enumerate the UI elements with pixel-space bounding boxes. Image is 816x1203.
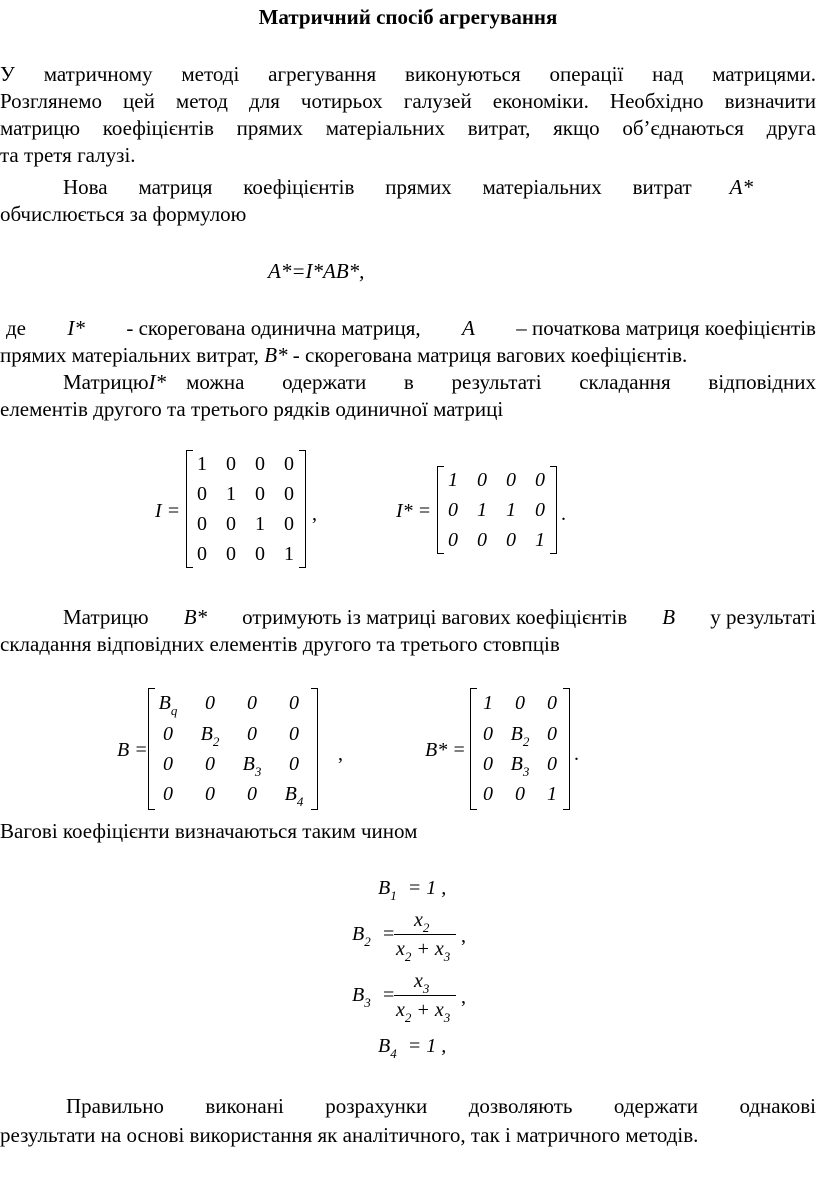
matrix-i-comma: ,	[312, 503, 317, 525]
intro-line-4: та третя галузі.	[0, 143, 136, 167]
i-star-symbol: I*	[148, 370, 167, 394]
matrix-i-star-period: .	[561, 503, 566, 525]
weight-b2-numerator: $x_2$	[414, 909, 430, 935]
weight-b3-comma: ,	[461, 986, 466, 1008]
intro-line-2: Розглянемо цей метод для чотирьох галузей економіки. Необхідно визначити	[0, 89, 816, 113]
i-star-line-1	[63, 369, 816, 396]
matrix-b-label: B =	[117, 739, 148, 761]
new-matrix-line-2: обчислюється за формулою	[0, 202, 247, 226]
matrix-b-comma: ,	[338, 743, 343, 765]
matrix-i-star-label: I* =	[396, 500, 432, 522]
b-star-end: у результаті	[710, 605, 816, 629]
weight-b2-denominator: $x_2 + x_3$	[396, 938, 451, 964]
matrix-b-star-label: B* =	[425, 739, 466, 761]
where-sym-i-star: I*	[67, 316, 85, 340]
conclusion-line-1: Правильно виконані розрахунки дозволяють одержати однакові	[66, 1094, 816, 1118]
where-line-1	[6, 315, 816, 342]
b-star-word: Матрицю	[63, 605, 149, 629]
b-star-middle: отримують із матриці вагових коефіцієнтів	[242, 605, 628, 629]
weight-b3-numerator: $x_3$	[414, 970, 430, 996]
b-star-line-2: складання відповідних елементів другого та третього стовпців	[0, 632, 560, 656]
new-matrix-line-1	[63, 174, 753, 201]
matrix-i-star: 1 0 0 0 0 1 1 0 0 0 0 1	[437, 466, 557, 554]
matrix-b: $B_q$ 0 0 0 0 $B_2$ 0 0 0 0 $B_3$ 0 0 0 0 $B_4$	[148, 688, 318, 810]
weights-intro: Вагові коефіцієнти визначаються таким чином	[0, 819, 418, 843]
where-line-2	[0, 342, 816, 369]
matrix-i: 1 0 0 0 0 1 0 0 0 0 1 0 0 0 0 1	[186, 450, 306, 568]
b-symbol: B	[662, 605, 676, 629]
new-matrix-text: Нова матриця коефіцієнтів прямих матеріальних витрат	[63, 175, 692, 199]
conclusion-line-2: результати на основі використання як аналітичного, так і матричного методів.	[0, 1123, 699, 1147]
weight-b2-comma: ,	[461, 925, 466, 947]
matrix-b-star-period: .	[574, 743, 579, 765]
where-sym-b-star: B*	[264, 343, 288, 367]
page-title: Матричний спосіб агрегування	[258, 5, 558, 29]
weight-b3-lhs: $B_3$ =	[352, 984, 396, 1010]
matrix-b-star: 1 0 0 0 $B_2$ 0 0 $B_3$ 0 0 0 1	[470, 688, 570, 810]
weight-b2-fraction-bar	[394, 934, 456, 935]
intro-line-1: У матричному методі агрегування виконуються операції над матрицями.	[0, 62, 816, 86]
main-formula	[268, 258, 468, 285]
weight-b3-fraction-bar	[394, 995, 456, 996]
weight-b4: $B_4 = 1$ ,	[378, 1035, 447, 1061]
formula-text: A*=I*AB*,	[268, 259, 365, 283]
i-star-word: Матрицю	[63, 370, 149, 394]
weight-b3-denominator: $x_2 + x_3$	[396, 999, 451, 1025]
where-sym-a: A	[462, 316, 475, 340]
intro-line-3: матрицю коефіцієнтів прямих матеріальних витрат, якщо об’єднаються друга	[0, 116, 816, 140]
matrix-i-label: I =	[155, 500, 181, 522]
i-star-rest: можна одержати в результаті складання відповідних	[186, 370, 816, 394]
b-star-symbol: B*	[183, 605, 208, 629]
weight-b2-lhs: $B_2$ =	[352, 923, 396, 949]
where-line2-a: прямих матеріальних витрат,	[0, 343, 259, 367]
weight-b1: $B_1 = 1$ ,	[378, 877, 447, 903]
b-star-line-1	[63, 604, 816, 631]
i-star-line-2: елементів другого та третього рядків одиничної матриці	[0, 397, 504, 421]
where-part-3: – початкова матриця коефіцієнтів	[516, 316, 816, 340]
where-line2-b: - скорегована матриця вагових коефіцієнтів.	[292, 343, 688, 367]
where-part-2: - скорегована одинична матриця,	[126, 316, 421, 340]
a-star-symbol: A*	[729, 175, 753, 199]
where-de: де	[6, 316, 27, 340]
